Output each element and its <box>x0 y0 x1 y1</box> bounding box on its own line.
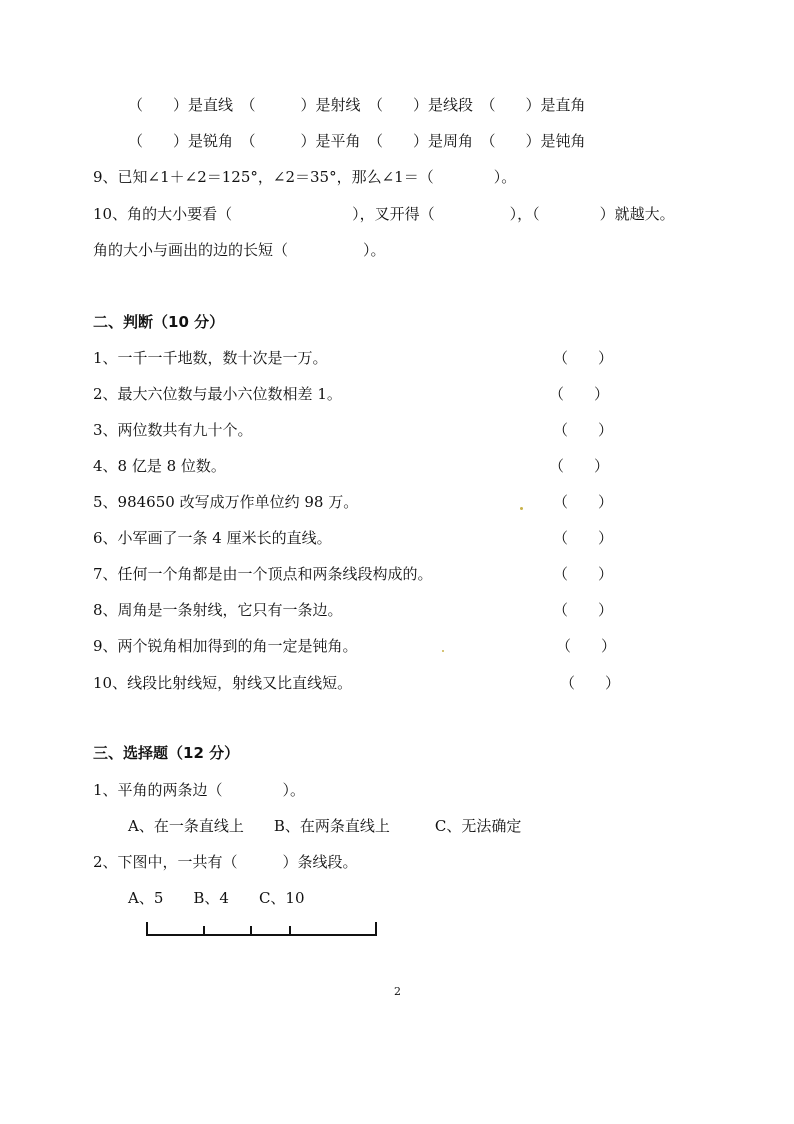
judge-answer-paren-1: （ ） <box>553 349 614 367</box>
speck-mark <box>442 650 444 652</box>
segment-tick <box>375 922 377 936</box>
fill-line-b: （ ）是锐角 （ ）是平角 （ ）是周角 （ ）是钝角 <box>128 132 586 150</box>
judge-answer-paren-10: （ ） <box>560 674 621 692</box>
judge-answer-paren-9: （ ） <box>556 637 617 655</box>
fill-line-a: （ ）是直线 （ ）是射线 （ ）是线段 （ ）是直角 <box>128 96 586 114</box>
judge-answer-paren-4: （ ） <box>549 457 610 475</box>
judge-item-2: 2、最大六位数与最小六位数相差 1。 <box>93 385 342 403</box>
speck-mark <box>520 507 523 510</box>
segment-tick <box>203 926 205 936</box>
fill-question-10: 10、角的大小要看（ ），叉开得（ ），（ ）就越大。 <box>93 205 675 223</box>
choice-heading: 三、选择题（12 分） <box>93 744 240 762</box>
judge-answer-paren-7: （ ） <box>553 565 614 583</box>
judge-item-3: 3、两位数共有九十个。 <box>93 421 253 439</box>
page-number: 2 <box>394 985 401 998</box>
fill-question-10-continued: 角的大小与画出的边的长短（ ）。 <box>93 241 386 259</box>
judge-heading: 二、判断（10 分） <box>93 313 225 331</box>
judge-item-4: 4、8 亿是 8 位数。 <box>93 457 226 475</box>
segment-tick <box>146 922 148 936</box>
judge-answer-paren-2: （ ） <box>549 385 610 403</box>
judge-item-7: 7、任何一个角都是由一个顶点和两条线段构成的。 <box>93 565 433 583</box>
choice-question-1-options: A、在一条直线上 B、在两条直线上 C、无法确定 <box>128 817 522 835</box>
judge-item-9: 9、两个锐角相加得到的角一定是钝角。 <box>93 637 358 655</box>
choice-question-1: 1、平角的两条边（ ）。 <box>93 781 306 799</box>
judge-answer-paren-5: （ ） <box>553 493 614 511</box>
judge-item-1: 1、一千一千地数，数十次是一万。 <box>93 349 328 367</box>
segment-tick <box>250 926 252 936</box>
choice-question-2: 2、下图中，一共有（ ）条线段。 <box>93 853 358 871</box>
segment-baseline <box>146 934 377 936</box>
judge-answer-paren-6: （ ） <box>553 529 614 547</box>
judge-item-6: 6、小军画了一条 4 厘米长的直线。 <box>93 529 332 547</box>
judge-item-10: 10、线段比射线短，射线又比直线短。 <box>93 674 353 692</box>
segment-tick <box>289 926 291 936</box>
choice-question-2-options: A、5 B、4 C、10 <box>128 889 305 907</box>
fill-question-9: 9、已知∠1＋∠2＝125°，∠2＝35°，那么∠1＝（ ）。 <box>93 168 517 186</box>
judge-item-5: 5、984650 改写成万作单位约 98 万。 <box>93 493 359 511</box>
judge-item-8: 8、周角是一条射线，它只有一条边。 <box>93 601 343 619</box>
judge-answer-paren-8: （ ） <box>553 601 614 619</box>
judge-answer-paren-3: （ ） <box>553 421 614 439</box>
segment-figure <box>146 922 378 936</box>
